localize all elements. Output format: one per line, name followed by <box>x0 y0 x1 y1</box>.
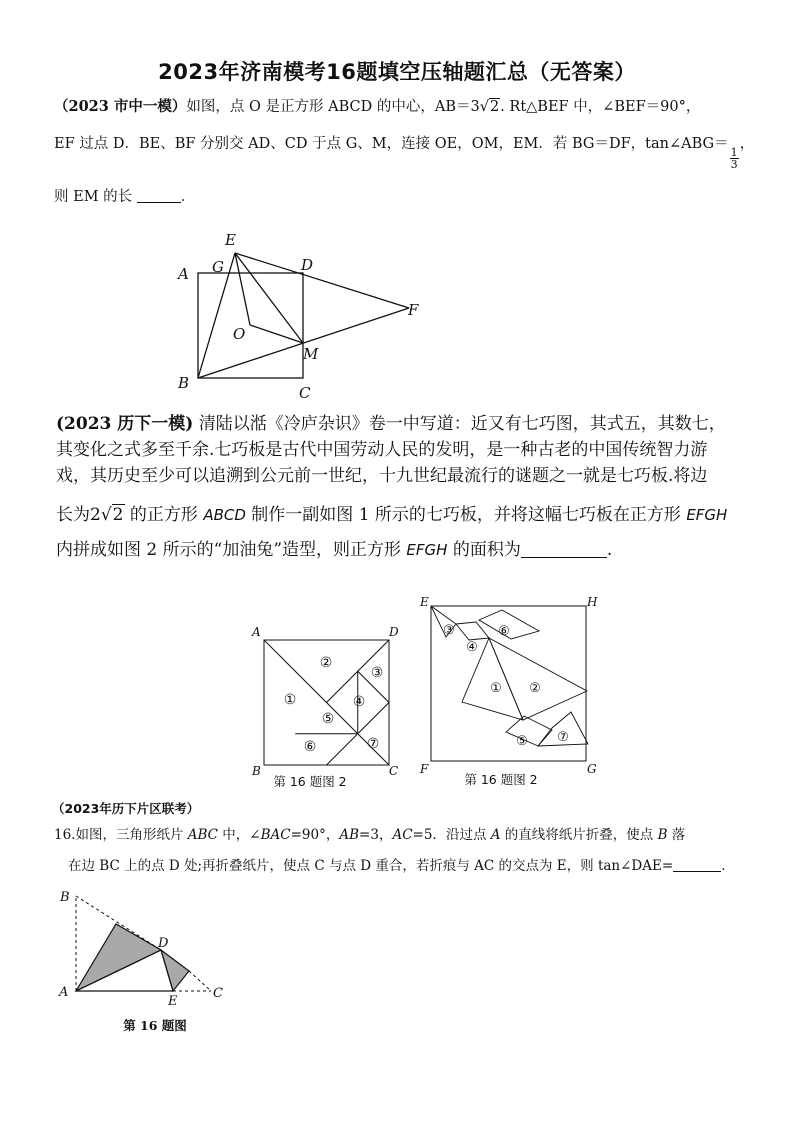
q3-line1 <box>54 826 754 844</box>
piece-7: ⑦ <box>366 736 380 752</box>
q2-abcd: ABCD <box>203 506 246 524</box>
tangram1-label-b: B <box>252 764 261 778</box>
piece-4: ④ <box>352 694 366 710</box>
q2-coef: 2 <box>90 505 101 525</box>
tangram1-caption: 第 16 题图 2 <box>273 774 347 789</box>
q3-l1-ac: AC <box>392 827 413 843</box>
q2-line4 <box>56 502 746 528</box>
q3-l1-a2: A <box>490 827 501 843</box>
q2-source: (2023 历下一模) <box>56 414 194 434</box>
fig2-label-piece-7: ⑦ <box>557 730 569 745</box>
fig2-label-piece-5: ⑤ <box>516 734 528 749</box>
q3-l1-bac: BAC <box>260 827 291 843</box>
q1-line1 <box>54 97 764 117</box>
q1-line1-a: 如图，点 O 是正方形 ABCD 的中心，AB＝3 <box>186 99 480 115</box>
piece-5: ⑤ <box>321 711 335 727</box>
q3-figure <box>54 885 244 1040</box>
fig3-label-c: C <box>213 986 223 1001</box>
q1-sqrt: √2 <box>479 99 500 115</box>
fig3-label-e: E <box>168 994 178 1009</box>
q2-line1-text: 清陆以湉《冷庐杂识》卷一中写道：近又有七巧图，其式五，其数七， <box>198 414 726 434</box>
q2-line5 <box>56 537 746 563</box>
fig3-label-d: D <box>158 936 169 951</box>
fig2-label-piece-6: ⑥ <box>498 624 510 639</box>
q1-fraction <box>730 147 739 170</box>
q2-line5-a: 内拼成如图 2 所示的“加油兔”造型，则正方形 <box>56 540 402 560</box>
tangram2-caption: 第 16 题图 2 <box>464 772 538 787</box>
fig1-label-d: D <box>301 256 314 274</box>
fig1-label-e: E <box>225 231 236 249</box>
q3-l1-e: =5．沿过点 <box>412 827 491 843</box>
tangram2-label-h: H <box>587 595 598 609</box>
q1-line2-b: ， <box>739 136 755 152</box>
q3-l2-end: . <box>721 858 726 874</box>
q1-frac-num: 1 <box>730 146 738 159</box>
tangram1-label-a: A <box>252 625 261 639</box>
q2-line4-a: 长为 <box>56 505 90 525</box>
fig1-label-c: C <box>299 384 311 402</box>
q2-line5-b: 的面积为 <box>452 540 521 560</box>
q1-line3 <box>54 187 764 207</box>
fig3-label-a: A <box>59 985 69 1000</box>
q3-l1-ab: AB <box>339 827 360 843</box>
q3-caption: 第 16 题图 <box>123 1018 187 1033</box>
q3-source: （2023年历下片区联考） <box>52 801 200 816</box>
dashed-dc <box>189 971 211 991</box>
piece-2: ② <box>319 655 333 671</box>
fig3-label-b: B <box>60 890 70 905</box>
fig1-label-f: F <box>408 301 419 319</box>
q1-text <box>54 97 764 207</box>
segment-om <box>250 325 303 343</box>
q3-answer-blank[interactable] <box>673 859 721 872</box>
q3-l1-abc: ABC <box>187 827 219 843</box>
q2-answer-blank[interactable] <box>521 541 607 558</box>
tangram-figure-1 <box>246 620 406 790</box>
fig2-piece-5 <box>506 716 552 746</box>
q2-line4-b: 的正方形 <box>129 505 198 525</box>
q3-l1-f: 的直线将纸片折叠，使点 <box>500 827 658 843</box>
piece-1: ① <box>283 692 297 708</box>
fig1-label-m: M <box>303 345 319 363</box>
fig2-label-piece-1: ① <box>490 681 502 696</box>
q3-l1-a: 16.如图，三角形纸片 <box>54 827 188 843</box>
q2-line1 <box>56 411 746 437</box>
tangram-figure-2 <box>416 592 606 790</box>
q2-line2: 其变化之式多至千余.七巧板是古代中国劳动人民的发明，是一种古老的中国传统智力游 <box>56 440 708 460</box>
q3-l1-d: =3， <box>359 827 393 843</box>
q2-text <box>56 411 746 563</box>
q2-sqrt: √2 <box>100 505 124 525</box>
q2-line5-end: . <box>606 540 613 560</box>
q2-sqrt-radicand: 2 <box>112 505 124 525</box>
fig2-label-piece-2: ② <box>529 681 541 696</box>
folded-triangle-abd <box>76 924 161 991</box>
tangram2-label-g: G <box>587 762 597 776</box>
fig1-label-o: O <box>233 325 246 343</box>
q1-sqrt-radicand: 2 <box>489 99 500 115</box>
q1-answer-blank[interactable] <box>137 188 181 203</box>
q1-line3-end: ． <box>180 189 196 205</box>
q3-l2-text: 在边 BC 上的点 D 处;再折叠纸片，使点 C 与点 D 重合，若折痕与 AC 的交点为 E，则 tan∠DAE= <box>68 858 674 874</box>
q2-efgh-2: EFGH <box>406 541 448 559</box>
q1-line2-a: EF 过点 D．BE、BF 分别交 AD、CD 于点 G、M，连接 OE，OM，EM．若 BG＝DF，tan∠ABG＝ <box>54 136 729 152</box>
tangram1-label-c: C <box>389 764 399 778</box>
tangram2-label-e: E <box>420 595 429 609</box>
fig2-label-piece-3: ③ <box>443 623 455 638</box>
piece-6: ⑥ <box>303 739 317 755</box>
q1-source: （2023 市中一模） <box>54 98 187 115</box>
q1-line1-b: . Rt△BEF 中，∠BEF＝90°， <box>500 99 701 115</box>
q3-l1-g: 落 <box>667 827 686 843</box>
tangram1-label-d: D <box>389 625 399 639</box>
segment-ef <box>235 253 409 308</box>
q2-line3: 戏，其历史至少可以追溯到公元前一世纪，十九世纪最流行的谜题之一就是七巧板.将边 <box>56 466 708 486</box>
q2-line4-c: 制作一副如图 1 所示的七巧板，并将这幅七巧板在正方形 <box>251 505 681 525</box>
page-title: 2023年济南模考16题填空压轴题汇总（无答案） <box>158 60 636 84</box>
fig1-label-a: A <box>178 265 189 283</box>
folded-triangle-dec <box>161 950 189 991</box>
q3-l1-c: =90°， <box>290 827 340 843</box>
q1-figure <box>170 226 430 404</box>
fig1-label-b: B <box>178 374 190 392</box>
piece-3: ③ <box>370 665 384 681</box>
q3-l1-b: 中，∠ <box>218 827 261 843</box>
tangram2-label-f: F <box>420 762 429 776</box>
q1-line2 <box>54 134 764 170</box>
q2-efgh: EFGH <box>686 506 728 524</box>
q1-line3-text: 则 EM 的长 <box>54 189 133 205</box>
q1-frac-den: 3 <box>730 158 738 171</box>
fig1-label-g: G <box>212 258 224 276</box>
fig2-label-piece-4: ④ <box>466 640 478 655</box>
fig2-piece-2 <box>489 638 587 720</box>
q3-l1-b2: B <box>657 827 668 843</box>
q3-line2 <box>68 857 758 875</box>
fig2-piece-4 <box>456 622 489 640</box>
